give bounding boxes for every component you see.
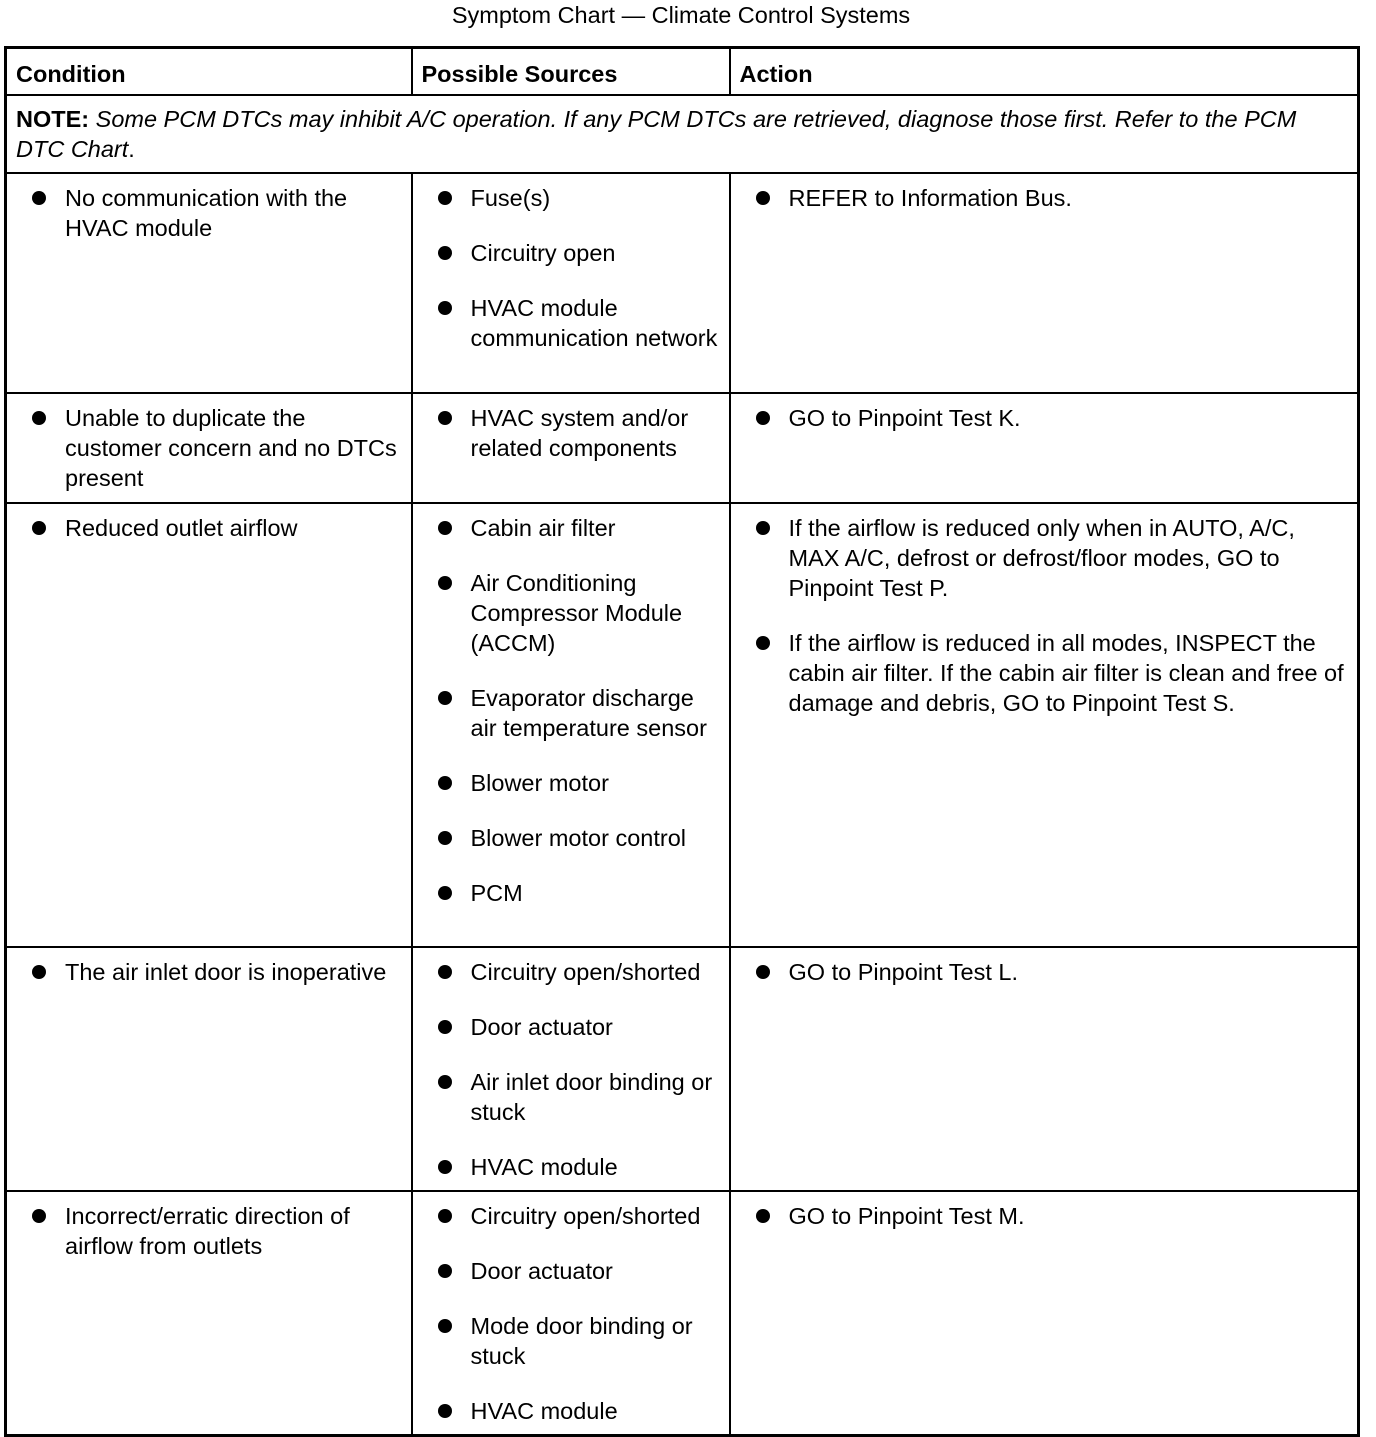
list-item: [413, 568, 721, 658]
source-text: Air Conditioning Compressor Module (ACCM): [470, 569, 683, 656]
list-item: [7, 183, 403, 243]
condition-text: Reduced outlet airflow: [65, 514, 298, 541]
symptom-chart-table: [4, 46, 1360, 1437]
condition-cell: [6, 1191, 412, 1436]
bullet-icon: [438, 576, 452, 590]
action-text: GO to Pinpoint Test K.: [788, 404, 1021, 431]
list-item: [7, 403, 403, 493]
list-item: [731, 183, 1350, 213]
bullet-icon: [438, 301, 452, 315]
condition-cell: [6, 947, 412, 1191]
condition-cell: [6, 393, 412, 503]
list-item: [413, 878, 721, 908]
bullet-icon: [438, 1075, 452, 1089]
list-item: [413, 957, 721, 987]
table-row: [6, 393, 1359, 503]
header-condition: Condition: [6, 48, 412, 95]
bullet-icon: [32, 965, 46, 979]
table-row: [6, 947, 1359, 1191]
source-text: Fuse(s): [470, 184, 551, 211]
bullet-icon: [438, 1209, 452, 1223]
list-item: [731, 403, 1350, 433]
list-item: [731, 628, 1350, 718]
list-item: [413, 1201, 721, 1231]
list-item: [413, 1012, 721, 1042]
bullet-icon: [32, 411, 46, 425]
action-text: If the airflow is reduced only when in AUTO, A/C, MAX A/C, defrost or defrost/floor modes, GO to Pinpoint Test P.: [788, 514, 1295, 601]
bullet-icon: [756, 191, 770, 205]
bullet-icon: [438, 1264, 452, 1278]
list-item: [413, 683, 721, 743]
list-item: [413, 1311, 721, 1371]
bullet-icon: [438, 886, 452, 900]
bullet-icon: [756, 411, 770, 425]
bullet-icon: [32, 521, 46, 535]
header-action: Action: [730, 48, 1359, 95]
source-text: Mode door binding or stuck: [470, 1312, 693, 1369]
source-text: Blower motor: [470, 769, 609, 796]
list-item: [731, 513, 1350, 603]
sources-cell: [412, 393, 730, 503]
source-text: Evaporator discharge air temperature sensor: [470, 684, 707, 741]
source-text: HVAC system and/or related components: [470, 404, 689, 461]
note-end: .: [128, 135, 135, 162]
list-item: [7, 513, 403, 543]
action-text: GO to Pinpoint Test L.: [788, 958, 1018, 985]
bullet-icon: [438, 1319, 452, 1333]
list-item: [413, 183, 721, 213]
bullet-icon: [756, 521, 770, 535]
header-row: [6, 48, 1359, 95]
action-text: GO to Pinpoint Test M.: [788, 1202, 1025, 1229]
bullet-icon: [438, 1020, 452, 1034]
document-title: Symptom Chart — Climate Control Systems: [451, 2, 911, 28]
action-text: REFER to Information Bus.: [788, 184, 1072, 211]
list-item: [413, 768, 721, 798]
sources-cell: [412, 173, 730, 393]
sources-cell: [412, 503, 730, 947]
source-text: Cabin air filter: [470, 514, 616, 541]
list-item: [413, 403, 721, 463]
list-item: [413, 293, 721, 353]
source-text: Blower motor control: [470, 824, 686, 851]
table-row: [6, 1191, 1359, 1436]
source-text: HVAC module: [470, 1397, 618, 1424]
action-cell: [730, 503, 1359, 947]
bullet-icon: [438, 965, 452, 979]
note-cell: [6, 95, 1359, 173]
action-cell: [730, 173, 1359, 393]
list-item: [7, 957, 403, 987]
list-item: [413, 1396, 721, 1426]
list-item: [413, 1256, 721, 1286]
action-cell: [730, 947, 1359, 1191]
source-text: HVAC module communication network: [470, 294, 718, 351]
source-text: Air inlet door binding or stuck: [470, 1068, 713, 1125]
list-item: [413, 1152, 721, 1182]
list-item: [413, 513, 721, 543]
source-text: Circuitry open/shorted: [470, 1202, 701, 1229]
condition-text: Unable to duplicate the customer concern and no DTCs present: [65, 404, 397, 491]
list-item: [413, 1067, 721, 1127]
list-item: [7, 1201, 403, 1261]
sources-cell: [412, 947, 730, 1191]
bullet-icon: [756, 1209, 770, 1223]
list-item: [413, 823, 721, 853]
bullet-icon: [438, 246, 452, 260]
note-row: [6, 95, 1359, 173]
bullet-icon: [438, 1160, 452, 1174]
table-row: [6, 173, 1359, 393]
bullet-icon: [756, 965, 770, 979]
note-text: Some PCM DTCs may inhibit A/C operation. If any PCM DTCs are retrieved, diagnose those first. Refer to the PCM DTC Chart: [16, 105, 1297, 162]
header-possible-sources: Possible Sources: [412, 48, 730, 95]
list-item: [731, 1201, 1350, 1231]
condition-text: No communication with the HVAC module: [65, 184, 348, 241]
condition-cell: [6, 503, 412, 947]
bullet-icon: [438, 191, 452, 205]
table-row: [6, 503, 1359, 947]
list-item: [413, 238, 721, 268]
bullet-icon: [438, 831, 452, 845]
bullet-icon: [438, 411, 452, 425]
source-text: Circuitry open: [470, 239, 616, 266]
source-text: Door actuator: [470, 1013, 613, 1040]
bullet-icon: [438, 691, 452, 705]
bullet-icon: [756, 636, 770, 650]
action-cell: [730, 1191, 1359, 1436]
list-item: [731, 957, 1350, 987]
bullet-icon: [438, 776, 452, 790]
action-text: If the airflow is reduced in all modes, INSPECT the cabin air filter. If the cabin air filter is clean and free of damage and debris, GO to Pinpoint Test S.: [788, 629, 1344, 716]
sources-cell: [412, 1191, 730, 1436]
bullet-icon: [32, 1209, 46, 1223]
note-label: NOTE:: [16, 105, 90, 132]
bullet-icon: [438, 521, 452, 535]
condition-text: Incorrect/erratic direction of airflow from outlets: [65, 1202, 350, 1259]
bullet-icon: [438, 1404, 452, 1418]
source-text: Door actuator: [470, 1257, 613, 1284]
bullet-icon: [32, 191, 46, 205]
source-text: PCM: [470, 879, 523, 906]
condition-text: The air inlet door is inoperative: [65, 958, 387, 985]
source-text: Circuitry open/shorted: [470, 958, 701, 985]
condition-cell: [6, 173, 412, 393]
action-cell: [730, 393, 1359, 503]
source-text: HVAC module: [470, 1153, 618, 1180]
